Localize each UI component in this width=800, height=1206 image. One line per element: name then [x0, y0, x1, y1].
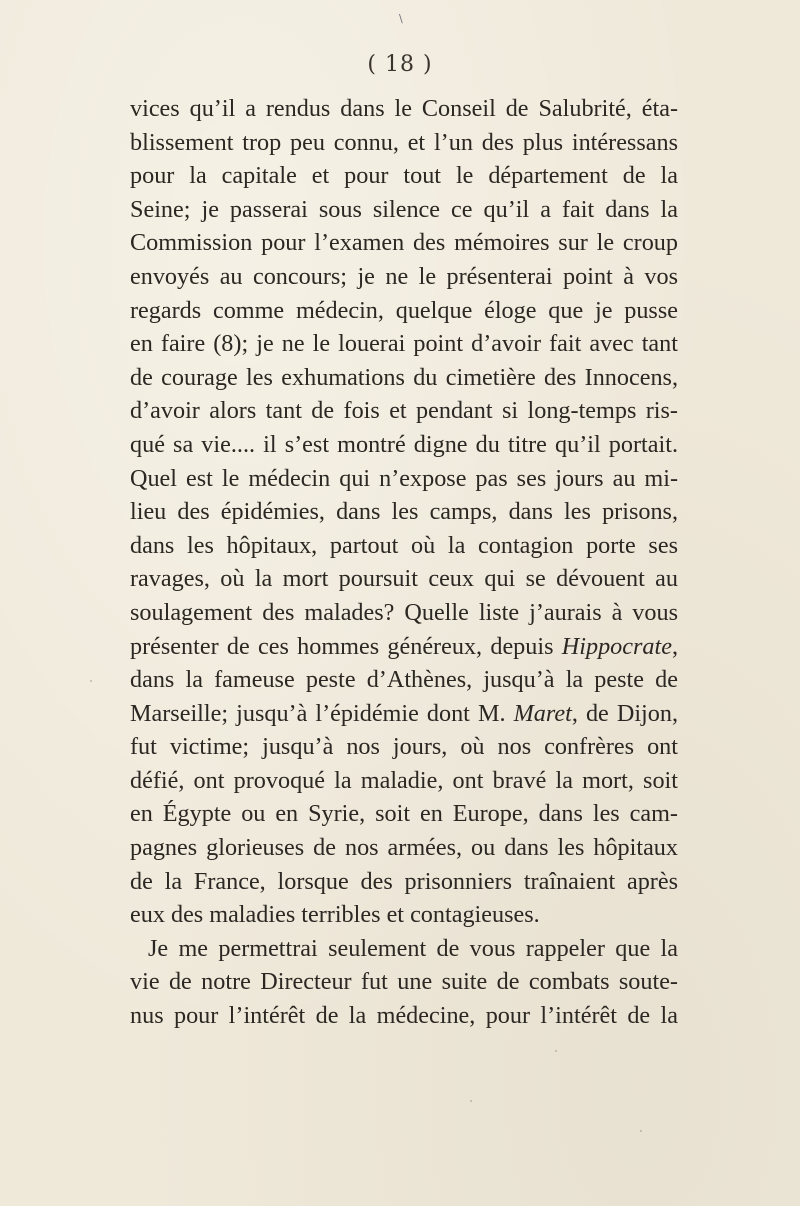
text-line: en faire (8); je ne le louerai point d’avoir fait avec tant — [130, 330, 678, 358]
text-line: blissement trop peu connu, et l’un des plus intéressans — [130, 128, 678, 156]
top-margin-mark: \ — [399, 12, 403, 25]
text-line: vices qu’il a rendus dans le Conseil de Salubrité, éta- — [130, 95, 678, 122]
text-line: défié, ont provoqué la maladie, ont bravé la mort, soit — [130, 766, 678, 794]
page-number: ( 18 ) — [367, 52, 433, 77]
text-line: fut victime; jusqu’à nos jours, où nos confrères ont — [130, 733, 678, 761]
text-line: Commission pour l’examen des mémoires sur le croup — [130, 229, 678, 257]
paper-speck — [640, 1130, 642, 1132]
text-line: pour la capitale et pour tout le département de la — [130, 162, 678, 190]
text-line: Quel est le médecin qui n’expose pas ses jours au mi- — [130, 464, 678, 492]
paper-speck — [470, 1100, 472, 1102]
text-line: qué sa vie.... il s’est montré digne du titre qu’il portait. — [130, 430, 678, 458]
text-line-with-italic — [130, 630, 678, 664]
text-line-paragraph-end: eux des maladies terribles et contagieuses. — [130, 901, 540, 929]
paper-speck — [555, 1050, 557, 1052]
text-segment: présenter de ces hommes généreux, depuis — [130, 632, 562, 660]
text-line: envoyés au concours; je ne le présenterai point à vos — [130, 262, 678, 290]
text-line-paragraph-start: Je me permettrai seulement de vous rappeler que la — [148, 934, 678, 962]
text-line: en Égypte ou en Syrie, soit en Europe, dans les cam- — [130, 800, 678, 828]
paper-speck — [90, 680, 92, 682]
italic-name-hippocrate: Hippocrate — [561, 632, 672, 660]
text-line: Seine; je passerai sous silence ce qu’il a fait dans la — [130, 195, 678, 223]
text-line: dans la fameuse peste d’Athènes, jusqu’à la peste de — [130, 666, 678, 694]
text-line: regards comme médecin, quelque éloge que je pusse — [130, 296, 678, 324]
text-segment: , de Dijon, — [571, 699, 678, 727]
italic-name-maret: Maret — [513, 699, 572, 727]
text-line: de la France, lorsque des prisonniers traînaient après — [130, 867, 678, 895]
text-segment: Marseille; jusqu’à l’épidémie dont M. — [130, 699, 514, 727]
text-line: lieu des épidémies, dans les camps, dans les prisons, — [130, 498, 678, 526]
text-line: nus pour l’intérêt de la médecine, pour l’intérêt de la — [130, 1002, 678, 1030]
text-line: ravages, où la mort poursuit ceux qui se dévouent au — [130, 565, 678, 593]
text-line-with-italic — [130, 697, 678, 731]
text-line: d’avoir alors tant de fois et pendant si long-temps ris- — [130, 397, 678, 425]
text-line: vie de notre Directeur fut une suite de combats soute- — [130, 968, 678, 996]
text-line: soulagement des malades? Quelle liste j’aurais à vous — [130, 598, 678, 626]
text-line: pagnes glorieuses de nos armées, ou dans les hôpitaux — [130, 834, 678, 862]
text-line: de courage les exhumations du cimetière des Innocens, — [130, 363, 678, 391]
text-segment: , — [671, 632, 678, 660]
text-line: dans les hôpitaux, partout où la contagion porte ses — [130, 531, 678, 559]
body-text — [130, 92, 678, 1033]
